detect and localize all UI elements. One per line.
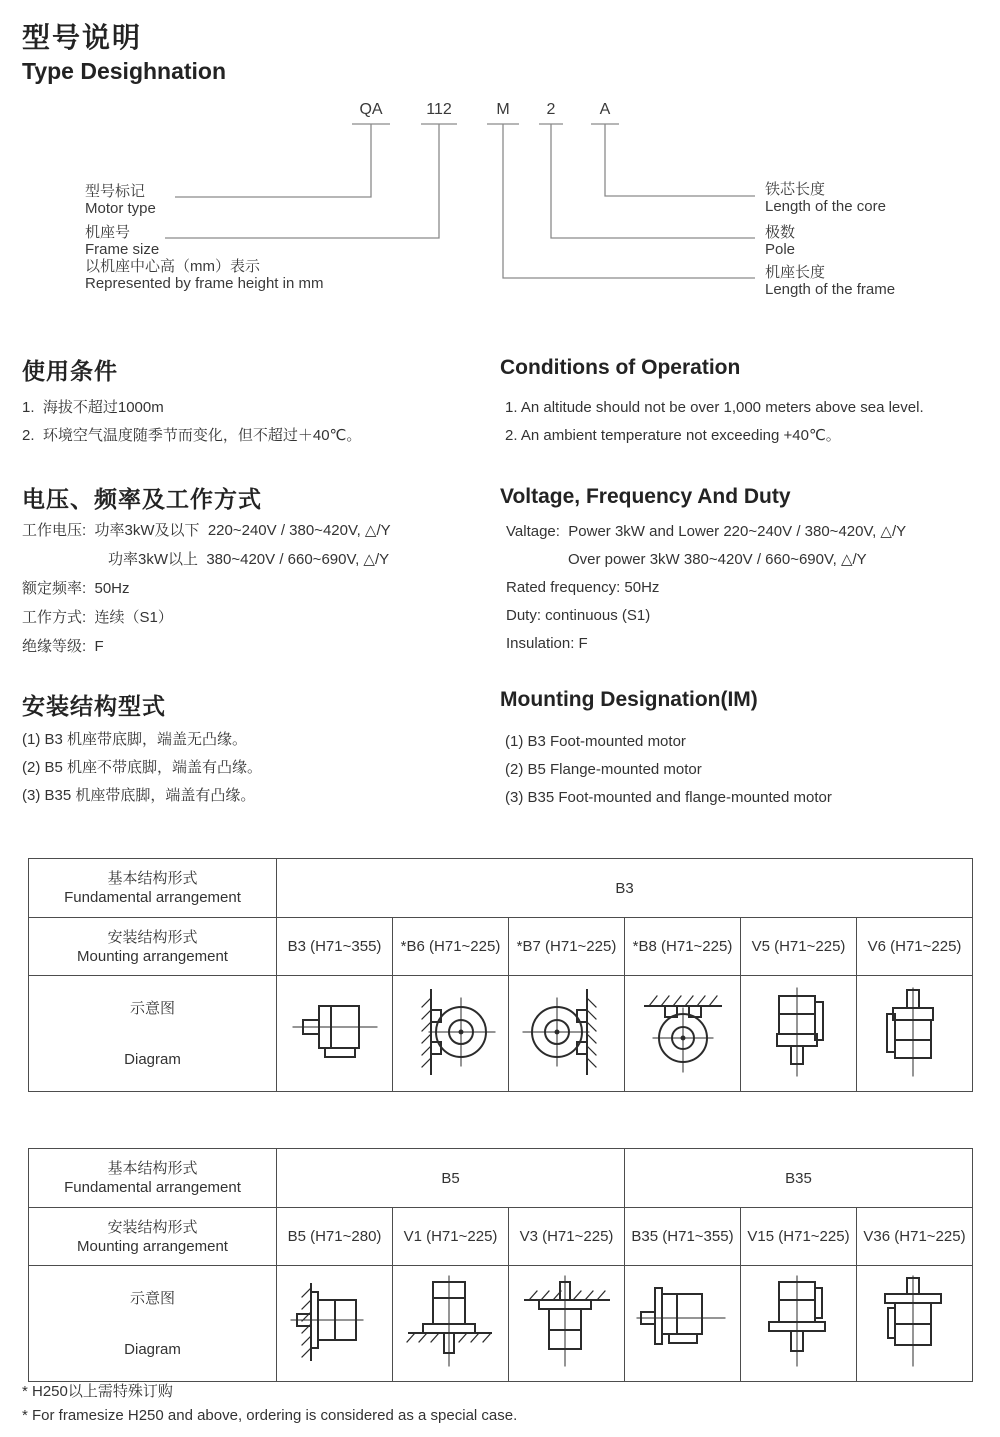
fundamental-label-cell (29, 1149, 277, 1208)
fundamental-label-zh: 基本结构形式 (107, 870, 198, 887)
mounting-list-zh (22, 726, 472, 810)
mounting-arrangement-cell: V5 (H71~225) (741, 918, 857, 976)
type-code-qa: QA (359, 101, 383, 118)
voltage-zh-line-4: 工作方式: 连续（S1） (22, 609, 173, 626)
b6-diagram-icon (401, 982, 501, 1082)
v5-diagram-icon (749, 982, 849, 1082)
condition-en-item-1: 1. An altitude should not be over 1,000 meters above sea level. (505, 399, 924, 416)
fundamental-group-b3: B3 (277, 859, 973, 918)
mounting-arrangement-cell: *B7 (H71~225) (509, 918, 625, 976)
label-frame-length-zh: 机座长度 (765, 264, 826, 281)
voltage-en-line-1: Valtage: Power 3kW and Lower 220~240V / 380~420V, △/Y (506, 523, 907, 540)
label-core-length-en: Length of the core (765, 198, 886, 215)
diagram-cell-v36 (857, 1266, 973, 1382)
mounting-arrangement-cell: B35 (H71~355) (625, 1208, 741, 1266)
voltage-list-zh (22, 516, 492, 661)
fundamental-row (29, 859, 973, 918)
diagram-cell-v3 (509, 1266, 625, 1382)
mounting-arrangement-cell: V36 (H71~225) (857, 1208, 973, 1266)
diagram-cell-v6 (857, 976, 973, 1092)
label-frame-size (85, 224, 323, 292)
diagram-label-zh: 示意图 (129, 1289, 175, 1307)
diagram-row (29, 1266, 973, 1382)
mounting-en-item-2: (2) B5 Flange-mounted motor (505, 761, 702, 778)
voltage-zh-line-1: 工作电压: 功率3kW及以下 220~240V / 380~420V, △/Y (22, 522, 391, 539)
diagram-cell-b8 (625, 976, 741, 1092)
fundamental-group-b5: B5 (277, 1149, 625, 1208)
type-designation-diagram (0, 0, 1000, 320)
voltage-list-en (500, 518, 990, 658)
mounting-list-en (505, 728, 985, 812)
label-motor-type-en: Motor type (85, 200, 156, 217)
v36-diagram-icon (865, 1272, 965, 1372)
mounting-arrangement-cell: V1 (H71~225) (393, 1208, 509, 1266)
voltage-en-line-3: Rated frequency: 50Hz (506, 579, 660, 596)
label-pole-en: Pole (765, 241, 796, 258)
fundamental-label-cell (29, 859, 277, 918)
mounting-zh-item-2: (2) B5 机座不带底脚，端盖有凸缘。 (22, 759, 263, 776)
b5-diagram-icon (285, 1272, 385, 1372)
diagram-cell-b5 (277, 1266, 393, 1382)
label-core-length (765, 181, 886, 215)
diagram-label-cell (29, 1266, 277, 1382)
diagram-label-zh: 示意图 (129, 999, 175, 1017)
voltage-zh-line-2: 功率3kW以上 380~420V / 660~690V, △/Y (108, 551, 390, 568)
mounting-arrangement-cell: V3 (H71~225) (509, 1208, 625, 1266)
mounting-label-zh: 安装结构形式 (107, 1218, 198, 1236)
v1-diagram-icon (401, 1272, 501, 1372)
fundamental-label-en: Fundamental arrangement (64, 1179, 241, 1196)
mounting-arrangement-cell: B3 (H71~355) (277, 918, 393, 976)
mounting-table-1 (28, 858, 973, 1092)
diagram-cell-b35 (625, 1266, 741, 1382)
mounting-zh-item-1: (1) B3 机座带底脚，端盖无凸缘。 (22, 731, 248, 748)
conditions-list-en (505, 394, 985, 450)
footnote-zh: * H250以上需特殊订购 (22, 1383, 173, 1400)
label-pole-zh: 极数 (765, 224, 796, 241)
label-frame-size-en: Frame size (85, 241, 160, 258)
label-motor-type-zh: 型号标记 (85, 183, 146, 200)
fundamental-group-b35: B35 (625, 1149, 973, 1208)
conditions-title-en: Conditions of Operation (500, 356, 741, 379)
b35-diagram-icon (633, 1272, 733, 1372)
mounting-title-en: Mounting Designation(IM) (500, 688, 758, 711)
type-code-a: A (599, 101, 611, 118)
voltage-title-zh: 电压、频率及工作方式 (22, 486, 262, 512)
label-frame-length (765, 264, 895, 298)
mounting-row (29, 1208, 973, 1266)
page-title-en: Type Desighnation (22, 58, 227, 84)
voltage-en-line-4: Duty: continuous (S1) (506, 607, 651, 624)
conditions-list-zh (22, 394, 472, 450)
diagram-label-cell (29, 976, 277, 1092)
mounting-arrangement-cell: V6 (H71~225) (857, 918, 973, 976)
condition-en-item-2: 2. An ambient temperature not exceeding +40℃。 (505, 427, 841, 444)
page-title-zh: 型号说明 (22, 22, 143, 53)
label-frame-length-en: Length of the frame (765, 281, 896, 298)
mounting-title-zh: 安装结构型式 (22, 693, 166, 719)
label-motor-type (85, 183, 156, 217)
voltage-zh-line-5: 绝缘等级: F (22, 638, 104, 655)
fundamental-label-en: Fundamental arrangement (64, 889, 241, 906)
diagram-cell-b6 (393, 976, 509, 1092)
mounting-arrangement-cell: *B6 (H71~225) (393, 918, 509, 976)
type-code-m: M (496, 101, 510, 118)
mounting-label-cell (29, 1208, 277, 1266)
b8-diagram-icon (633, 982, 733, 1082)
mounting-arrangement-cell: V15 (H71~225) (741, 1208, 857, 1266)
mounting-row (29, 918, 973, 976)
mounting-table-2 (28, 1148, 973, 1382)
label-frame-size-en2: Represented by frame height in mm (85, 275, 324, 292)
mounting-arrangement-cell: B5 (H71~280) (277, 1208, 393, 1266)
diagram-cell-b7 (509, 976, 625, 1092)
footnote-en: * For framesize H250 and above, ordering is considered as a special case. (22, 1407, 518, 1424)
mounting-label-en: Mounting arrangement (77, 1237, 228, 1255)
mounting-zh-item-3: (3) B35 机座带底脚，端盖有凸缘。 (22, 787, 256, 804)
condition-zh-item-2: 2. 环境空气温度随季节而变化，但不超过＋40℃。 (22, 427, 362, 444)
diagram-label-en: Diagram (124, 1340, 181, 1358)
label-frame-size-zh2: 以机座中心高（mm）表示 (85, 258, 260, 275)
conditions-title-zh: 使用条件 (22, 358, 118, 384)
mounting-label-en: Mounting arrangement (77, 947, 228, 965)
b3-diagram-icon (285, 982, 385, 1082)
mounting-en-item-3: (3) B35 Foot-mounted and flange-mounted motor (505, 789, 832, 806)
mounting-label-cell (29, 918, 277, 976)
mounting-arrangement-cell: *B8 (H71~225) (625, 918, 741, 976)
v15-diagram-icon (749, 1272, 849, 1372)
diagram-cell-b3 (277, 976, 393, 1092)
mounting-label-zh: 安装结构形式 (107, 928, 198, 946)
label-frame-size-zh: 机座号 (85, 224, 131, 241)
b7-diagram-icon (517, 982, 617, 1082)
v6-diagram-icon (865, 982, 965, 1082)
type-code-112: 112 (426, 101, 452, 118)
diagram-cell-v15 (741, 1266, 857, 1382)
v3-diagram-icon (517, 1272, 617, 1372)
label-core-length-zh: 铁芯长度 (765, 181, 826, 198)
diagram-cell-v5 (741, 976, 857, 1092)
type-code-2: 2 (546, 101, 556, 118)
diagram-label-en: Diagram (124, 1050, 181, 1068)
label-pole (765, 224, 795, 258)
fundamental-label-zh: 基本结构形式 (107, 1160, 198, 1177)
fundamental-row (29, 1149, 973, 1208)
condition-zh-item-1: 1. 海拔不超过1000m (22, 399, 164, 416)
voltage-en-line-5: Insulation: F (506, 635, 588, 652)
diagram-cell-v1 (393, 1266, 509, 1382)
voltage-en-line-2: Over power 3kW 380~420V / 660~690V, △/Y (568, 551, 867, 568)
voltage-title-en: Voltage, Frequency And Duty (500, 485, 791, 508)
diagram-row (29, 976, 973, 1092)
voltage-zh-line-3: 额定频率: 50Hz (22, 580, 130, 597)
mounting-en-item-1: (1) B3 Foot-mounted motor (505, 733, 686, 750)
